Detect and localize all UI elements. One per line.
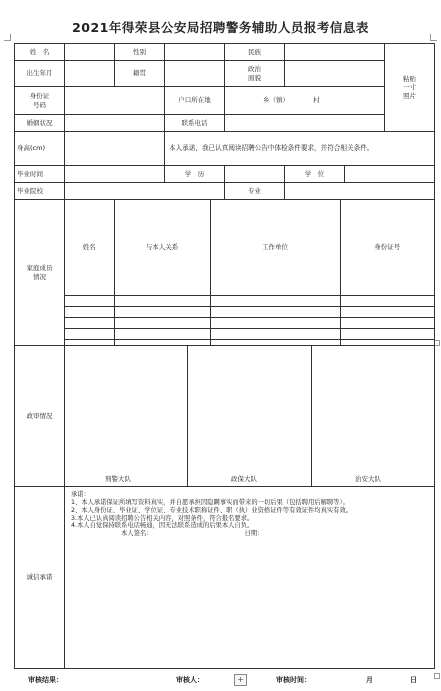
politics-divider	[311, 346, 312, 486]
resize-handle-icon[interactable]	[434, 673, 440, 679]
table-row	[65, 339, 434, 345]
pledge-item-1: 1、本人承诺保证所填写资料真实，并自愿承担因隐瞒事实而带来的一切后果（包括聘用后解聘等）。	[71, 498, 349, 506]
pledge-signature-row	[71, 530, 428, 538]
field-school[interactable]	[65, 183, 225, 200]
table-row	[65, 328, 434, 339]
field-height[interactable]	[65, 132, 165, 166]
label-major: 专业	[225, 183, 285, 200]
registration-table	[14, 43, 435, 669]
review-month-label: 月	[366, 676, 373, 684]
family-header-id: 身份证号	[340, 200, 434, 295]
label-id: 身份证 号码	[15, 87, 65, 115]
field-household[interactable]: 乡（镇） 村	[225, 87, 385, 115]
field-major[interactable]	[285, 183, 435, 200]
label-degree: 学 位	[285, 166, 345, 183]
field-birth[interactable]	[65, 61, 115, 87]
field-marital[interactable]	[65, 115, 165, 132]
review-footer	[14, 671, 434, 689]
family-header-relation: 与本人关系	[114, 200, 210, 295]
height-commitment: 本人承诺，我已认真阅读招聘公告中体检条件要求，并符合相关条件。	[165, 132, 435, 166]
politics-columns	[65, 346, 434, 486]
label-family: 家庭成员 情况	[15, 200, 65, 346]
label-phone: 联系电话	[165, 115, 225, 132]
field-ethnicity[interactable]	[285, 44, 385, 61]
label-ethnicity: 民族	[225, 44, 285, 61]
family-table	[65, 200, 434, 345]
label-political: 政治 面貌	[225, 61, 285, 87]
label-grad-time: 毕业时间	[15, 166, 65, 183]
photo-line-1: 粘贴	[403, 75, 416, 84]
field-native[interactable]	[165, 61, 225, 87]
label-height: 身高(cm)	[15, 132, 65, 166]
review-day-label: 日	[410, 676, 417, 684]
field-name[interactable]	[65, 44, 115, 61]
pledge-item-4: 4.本人自觉保持联系电话畅通，因无法联系造成的后果本人自负。	[71, 522, 254, 530]
field-gender[interactable]	[165, 44, 225, 61]
date-label: 日期：	[244, 530, 264, 538]
family-header-employer: 工作单位	[210, 200, 340, 295]
add-icon[interactable]: +	[234, 674, 247, 686]
photo-line-3: 照片	[403, 91, 416, 100]
signature-label: 本人签名：	[121, 530, 153, 538]
field-degree[interactable]	[345, 166, 435, 183]
page-title: 2021年得荣县公安局招聘警务辅助人员报考信息表	[72, 20, 369, 35]
pledge-intro: 承诺：	[71, 491, 90, 498]
table-row	[65, 306, 434, 317]
label-birth: 出生年月	[15, 61, 65, 87]
label-name: 姓 名	[15, 44, 65, 61]
label-native: 籍贯	[115, 61, 165, 87]
label-gender: 性别	[115, 44, 165, 61]
review-time-label: 审核时间：	[276, 676, 311, 684]
photo-placeholder[interactable]	[385, 44, 435, 132]
politics-unit-public: 治安大队	[355, 474, 381, 483]
politics-divider	[187, 346, 188, 486]
field-id[interactable]	[65, 87, 165, 115]
field-political[interactable]	[285, 61, 385, 87]
label-pledge: 诚信承诺	[15, 487, 65, 669]
photo-line-2: 一寸	[403, 83, 416, 92]
review-result-label: 审核结果：	[28, 676, 63, 684]
field-education[interactable]	[225, 166, 285, 183]
family-table-cell	[65, 200, 435, 346]
field-phone[interactable]	[225, 115, 385, 132]
pledge-content	[65, 487, 435, 669]
family-header-name: 姓名	[65, 200, 114, 295]
politics-unit-criminal: 刑警大队	[105, 474, 131, 483]
pledge-item-3: 3.本人已认真阅读招聘公告相关内容，对照条件，符合报名要求。	[71, 514, 254, 522]
label-school: 毕业院校	[15, 183, 65, 200]
registration-table-wrapper	[14, 43, 434, 669]
table-row	[65, 295, 434, 306]
label-education: 学 历	[165, 166, 225, 183]
politics-unit-security: 政保大队	[231, 474, 257, 483]
table-row	[65, 317, 434, 328]
field-grad-time[interactable]	[65, 166, 165, 183]
label-household: 户口所在地	[165, 87, 225, 115]
reviewer-label: 审核人：	[176, 676, 204, 684]
pledge-item-2: 2、本人身份证、毕业证、学位证、专业技术职称证件、职（执）业资格证件等有效证件均真实有效。	[71, 506, 353, 514]
politics-area[interactable]	[65, 346, 435, 487]
label-politics: 政审情况	[15, 346, 65, 487]
label-marital: 婚姻状况	[15, 115, 65, 132]
